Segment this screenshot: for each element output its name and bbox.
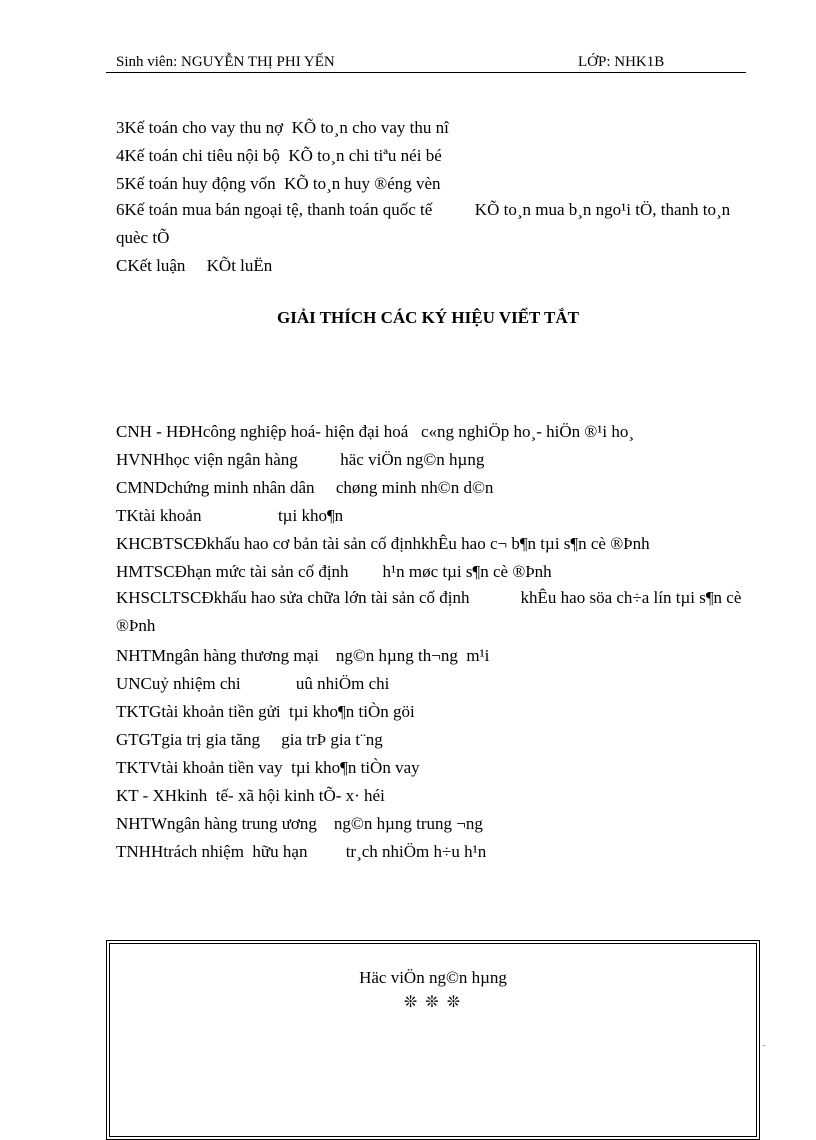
abbr-item xyxy=(116,730,383,750)
abbr-garbled: ng©n hµng trung ¬ng xyxy=(333,814,483,833)
abbr-item xyxy=(116,506,343,526)
abbr-label: HVNHhọc viện ngân hàng xyxy=(116,450,298,469)
abbr-garbled: tµi kho¶n xyxy=(277,506,344,525)
abbr-garbled: kinh tÕ- x· héi xyxy=(284,786,385,805)
abbr-item xyxy=(116,842,486,862)
abbr-item xyxy=(116,758,420,778)
abbr-item xyxy=(116,534,650,554)
abbr-item xyxy=(116,702,415,722)
abbr-garbled: chøng minh nh©n d©n xyxy=(335,478,494,497)
abbr-item xyxy=(116,422,634,442)
abbr-item xyxy=(116,646,489,666)
toc-label: 4Kế toán chi tiêu nội bộ xyxy=(116,146,280,165)
abbr-label: KHSCLTSCĐkhấu hao sửa chữa lớn tài sản cố định xyxy=(116,588,470,607)
abbr-garbled: c«ng nghiÖp ho¸- hiÖn ®¹i ho¸ xyxy=(421,422,635,441)
margin-mark: - xyxy=(762,1040,766,1051)
cover-title: Häc viÖn ng©n hµng xyxy=(359,968,507,987)
toc-label: 5Kế toán huy động vốn xyxy=(116,174,276,193)
toc-item xyxy=(116,196,746,252)
abbr-garbled: h¹n møc tµi s¶n cè ®Þnh xyxy=(382,562,552,581)
toc-item xyxy=(116,118,449,138)
abbr-label: NHTMngân hàng thương mại xyxy=(116,646,319,665)
abbr-label: TKTGtài khoản tiền gửi xyxy=(116,702,281,721)
section-title: GIẢI THÍCH CÁC KÝ HIỆU VIẾT TẮT xyxy=(277,308,579,327)
abbr-item xyxy=(116,814,483,834)
abbr-garbled: khÊu hao söa ch÷a lín tµi s¶n cè ®Þnh xyxy=(116,588,742,635)
abbr-garbled: gia trÞ gia t¨ng xyxy=(281,730,383,749)
abbr-label: TNHHtrách nhiệm hữu hạn xyxy=(116,842,308,861)
abbr-garbled: uû nhiÖm chi xyxy=(295,674,390,693)
abbr-item xyxy=(116,562,552,582)
toc-garbled: KÕ to¸n mua b¸n ngo¹i tÖ, thanh to¸n quèc tÕ xyxy=(116,200,731,247)
toc-label: CKết luận xyxy=(116,256,186,275)
abbr-label: GTGTgia trị gia tăng xyxy=(116,730,260,749)
toc-item xyxy=(116,256,272,276)
toc-garbled: KÕ to¸n chi tiªu néi bé xyxy=(288,146,442,165)
abbr-item xyxy=(116,584,746,640)
toc-label: 6Kế toán mua bán ngoại tệ, thanh toán quốc tế xyxy=(116,200,433,219)
abbr-garbled: tµi kho¶n tiÒn göi xyxy=(289,702,415,721)
abbr-label: HMTSCĐhạn mức tài sản cố định xyxy=(116,562,349,581)
toc-garbled: KÕt luËn xyxy=(206,256,273,275)
abbr-label: TKTVtài khoản tiền vay xyxy=(116,758,283,777)
abbr-garbled: tr¸ch nhiÖm h÷u h¹n xyxy=(345,842,487,861)
abbr-label: UNCuỷ nhiệm chi xyxy=(116,674,241,693)
abbr-garbled: ng©n hµng th¬ng m¹i xyxy=(335,646,490,665)
abbr-garbled: häc viÖn ng©n hµng xyxy=(340,450,485,469)
student-name: Sinh viên: NGUYỄN THỊ PHI YẾN xyxy=(116,54,335,70)
abbr-garbled: tµi kho¶n tiÒn vay xyxy=(291,758,420,777)
toc-label: 3Kế toán cho vay thu nợ xyxy=(116,118,284,137)
toc-item xyxy=(116,174,441,194)
page-header xyxy=(106,54,746,73)
abbr-label: CMNDchứng minh nhân dân xyxy=(116,478,315,497)
toc-garbled: KÕ to¸n cho vay thu nî xyxy=(291,118,449,137)
abbr-label: KT - XHkinh tế- xã hội xyxy=(116,786,280,805)
abbr-label: NHTWngân hàng trung ương xyxy=(116,814,317,833)
abbr-label: CNH - HĐHcông nghiệp hoá- hiện đại hoá xyxy=(116,422,409,441)
abbr-label: KHCBTSCĐkhấu hao cơ bản tài sản cố định xyxy=(116,534,422,553)
abbr-item xyxy=(116,674,389,694)
toc-item xyxy=(116,146,442,166)
abbr-item xyxy=(116,478,493,498)
class-label: LỚP: NHK1B xyxy=(578,54,665,70)
toc-garbled: KÕ to¸n huy ®éng vèn xyxy=(284,174,441,193)
abbr-garbled: khÊu hao c¬ b¶n tµi s¶n cè ®Þnh xyxy=(421,534,650,553)
abbr-item xyxy=(116,450,484,470)
abbr-label: TKtài khoản xyxy=(116,506,202,525)
abbr-item xyxy=(116,786,385,806)
ornament-icon: ❊ ❊ ❊ xyxy=(403,994,463,1011)
